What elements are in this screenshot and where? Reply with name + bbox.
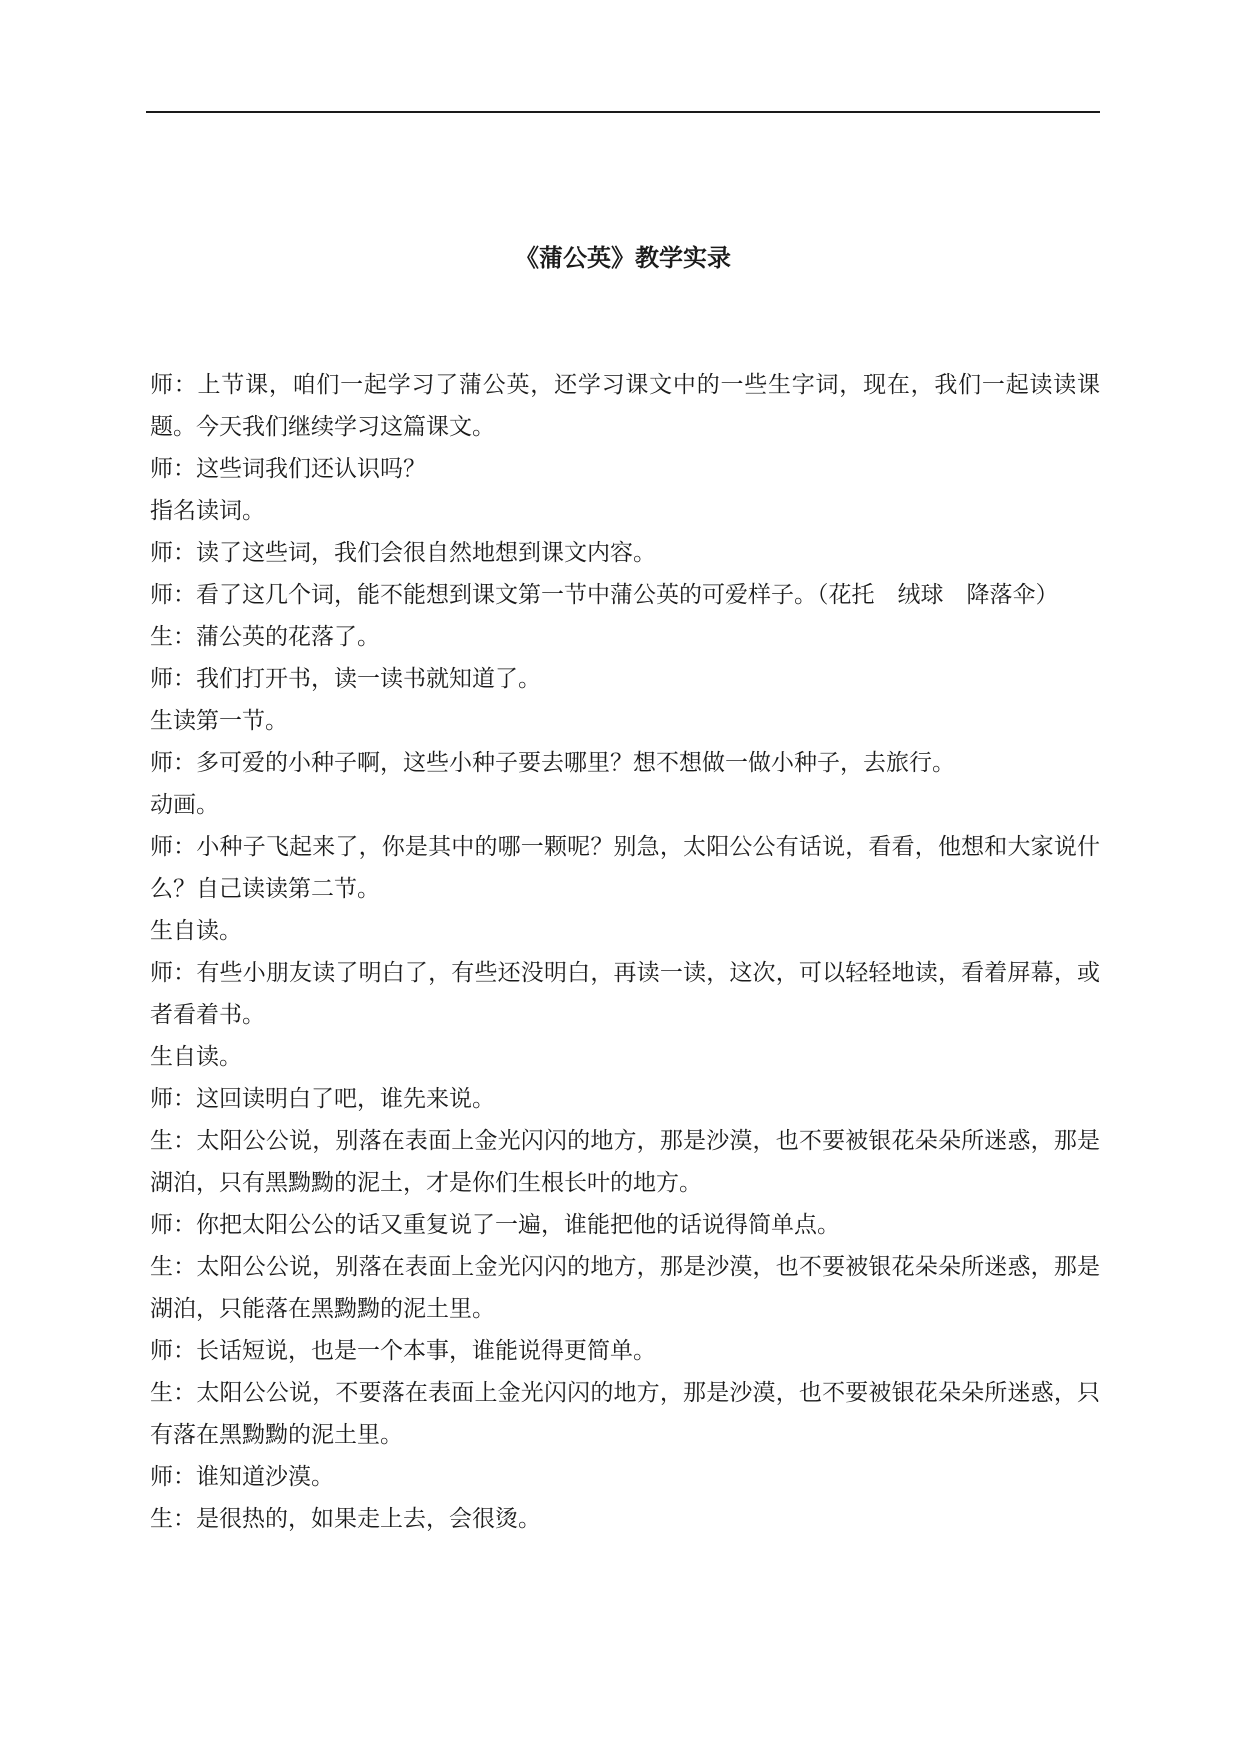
paragraph-3: 指名读词。 [150, 498, 265, 524]
paragraph-19: 师：长话短说，也是一个本事，谁能说得更简单。 [150, 1338, 656, 1364]
paragraph-11: 师：小种子飞起来了，你是其中的哪一颗呢？别急，太阳公公有话说，看看，他想和大家说什么？自己读读第二节。 [150, 834, 1100, 902]
paragraph-15: 师：这回读明白了吧，谁先来说。 [150, 1086, 495, 1112]
header-rule [146, 111, 1100, 113]
paragraph-18: 生：太阳公公说，别落在表面上金光闪闪的地方，那是沙漠，也不要被银花朵朵所迷惑，那是湖泊，只能落在黑黝黝的泥土里。 [150, 1254, 1100, 1322]
paragraph-10: 动画。 [150, 792, 219, 818]
document-title: 《蒲公英》教学实录 [515, 244, 731, 272]
paragraph-20: 生：太阳公公说，不要落在表面上金光闪闪的地方，那是沙漠，也不要被银花朵朵所迷惑，只有落在黑黝黝的泥土里。 [150, 1380, 1100, 1448]
paragraph-17: 师：你把太阳公公的话又重复说了一遍，谁能把他的话说得简单点。 [150, 1212, 840, 1238]
paragraph-12: 生自读。 [150, 918, 242, 944]
paragraph-5: 师：看了这几个词，能不能想到课文第一节中蒲公英的可爱样子。（花托 绒球 降落伞） [150, 582, 1059, 608]
paragraph-6: 生：蒲公英的花落了。 [150, 624, 380, 650]
paragraph-14: 生自读。 [150, 1044, 242, 1070]
paragraph-4: 师：读了这些词，我们会很自然地想到课文内容。 [150, 540, 656, 566]
paragraph-9: 师：多可爱的小种子啊，这些小种子要去哪里？想不想做一做小种子，去旅行。 [150, 750, 955, 776]
document-body [150, 364, 1100, 1540]
paragraph-16: 生：太阳公公说，别落在表面上金光闪闪的地方，那是沙漠，也不要被银花朵朵所迷惑，那是湖泊，只有黑黝黝的泥土，才是你们生根长叶的地方。 [150, 1128, 1100, 1196]
paragraph-2: 师：这些词我们还认识吗？ [150, 456, 426, 482]
paragraph-22: 生：是很热的，如果走上去，会很烫。 [150, 1506, 541, 1532]
paragraph-13: 师：有些小朋友读了明白了，有些还没明白，再读一读，这次，可以轻轻地读，看着屏幕，或者看着书。 [150, 960, 1100, 1028]
paragraph-1: 师：上节课，咱们一起学习了蒲公英，还学习课文中的一些生字词，现在，我们一起读读课题。今天我们继续学习这篇课文。 [150, 372, 1100, 440]
paragraph-21: 师：谁知道沙漠。 [150, 1464, 334, 1490]
paragraph-7: 师：我们打开书，读一读书就知道了。 [150, 666, 541, 692]
paragraph-8: 生读第一节。 [150, 708, 288, 734]
